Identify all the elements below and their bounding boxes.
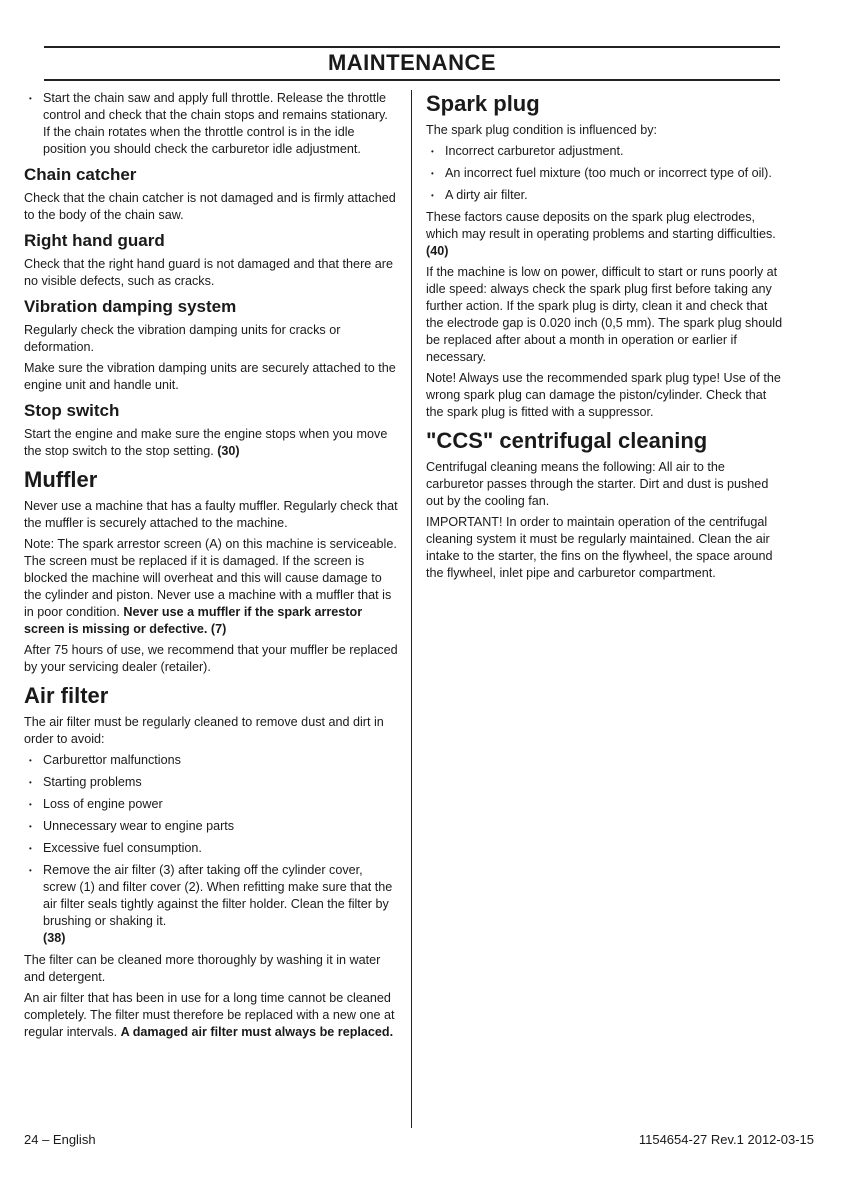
page-number: 24 – English [24,1132,96,1147]
left-column [24,90,398,1045]
paragraph: Check that the chain catcher is not damaged and is firmly attached to the body of the chain saw. [24,191,396,222]
paragraph: The spark plug condition is influenced by: [426,123,658,137]
column-divider [411,90,412,1128]
heading-chain-catcher: Chain catcher [24,165,137,184]
page-title: MAINTENANCE [327,50,497,75]
figure-ref: (38) [43,931,66,945]
heading-vibration-damping: Vibration damping system [24,297,237,316]
warning-text: A damaged air filter must always be replaced. [120,1025,394,1039]
figure-ref: (30) [217,444,240,458]
list-item-text: Remove the air filter (3) after taking off the cylinder cover, screw (1) and filter cover (2). When refitting make sure that the air filter seals tightly against the filter holder. Clean the filter by brushing or shaking it. [43,863,393,928]
intro-list [24,90,398,158]
paragraph: The air filter must be regularly cleaned to remove dust and dirt in order to avoid: [24,715,384,746]
paragraph-text: These factors cause deposits on the spark plug electrodes, which may result in operating problems and starting difficulties. [426,210,776,241]
paragraph-text: Start the engine and make sure the engine stops when you move the stop switch to the stop setting. [24,427,388,458]
paragraph [426,209,784,260]
heading-ccs-centrifugal-cleaning: "CCS" centrifugal cleaning [426,428,708,453]
list-item: • Unnecessary wear to engine parts [24,818,398,835]
paragraph [24,536,398,638]
heading-muffler: Muffler [24,467,98,492]
paragraph: Make sure the vibration damping units are securely attached to the engine unit and handle unit. [24,361,396,392]
list-item [24,862,398,947]
heading-air-filter: Air filter [24,683,109,708]
paragraph-text: Note: The spark arrestor screen (A) on this machine is serviceable. The screen must be replaced if it is damaged. If the screen is blocked the machine will overheat and this will cause damage to the cylinder and piston. Never use a machine with a muffler that is in poor condition. [24,537,397,619]
warning-text: Never use a muffler if the spark arrestor screen is missing or defective. (7) [24,605,363,636]
paragraph: Regularly check the vibration damping units for cracks or deformation. [24,323,341,354]
paragraph [24,990,398,1041]
spark-plug-list [426,143,784,204]
heading-spark-plug: Spark plug [426,91,540,116]
list-item: • Loss of engine power [24,796,398,813]
paragraph: The filter can be cleaned more thoroughly by washing it in water and detergent. [24,953,381,984]
list-item: • Carburettor malfunctions [24,752,398,769]
right-column [426,90,784,586]
figure-ref: (40) [426,244,449,258]
paragraph: Note! Always use the recommended spark plug type! Use of the wrong spark plug can damage the piston/cylinder. Check that the spark plug is fitted with a suppressor. [426,371,781,419]
paragraph: IMPORTANT! In order to maintain operation of the centrifugal cleaning system it must be regularly maintained. Clean the air intake to the starter, the fins on the flywheel, the space around the flywheel, inlet pipe and carburetor compartment. [426,515,773,580]
air-filter-list [24,752,398,947]
list-item: • An incorrect fuel mixture (too much or incorrect type of oil). [426,165,784,182]
list-item: • Start the chain saw and apply full throttle. Release the throttle control and check that the chain stops and remains stationary. If the chain rotates when the throttle control is in the idle position you should check the carburetor idle adjustment. [24,90,398,158]
list-item: • A dirty air filter. [426,187,784,204]
header-top-rule [44,46,780,48]
paragraph: After 75 hours of use, we recommend that your muffler be replaced by your servicing dealer (retailer). [24,643,398,674]
paragraph-text: An air filter that has been in use for a long time cannot be cleaned completely. The filter must therefore be replaced with a new one at regular intervals. [24,991,395,1039]
heading-stop-switch: Stop switch [24,401,120,420]
document-id: 1154654-27 Rev.1 2012-03-15 [638,1132,814,1147]
paragraph [24,426,398,460]
list-item: • Excessive fuel consumption. [24,840,398,857]
paragraph: Check that the right hand guard is not damaged and that there are no visible defects, such as cracks. [24,257,393,288]
paragraph: If the machine is low on power, difficult to start or runs poorly at idle speed: always check the spark plug first before taking any further action. If the spark plug is dirty, clean it and check that the electrode gap is 0.020 inch (0,5 mm). The spark plug should be replaced after about a month in operation or earlier if necessary. [426,265,783,364]
paragraph: Never use a machine that has a faulty muffler. Regularly check that the muffler is securely attached to the machine. [24,499,398,530]
paragraph: Centrifugal cleaning means the following: All air to the carburetor passes through the starter. Dirt and dust is pushed out by the cooling fan. [426,460,769,508]
list-item: • Starting problems [24,774,398,791]
list-item: • Incorrect carburetor adjustment. [426,143,784,160]
heading-right-hand-guard: Right hand guard [24,231,165,250]
header-bottom-rule [44,79,780,81]
